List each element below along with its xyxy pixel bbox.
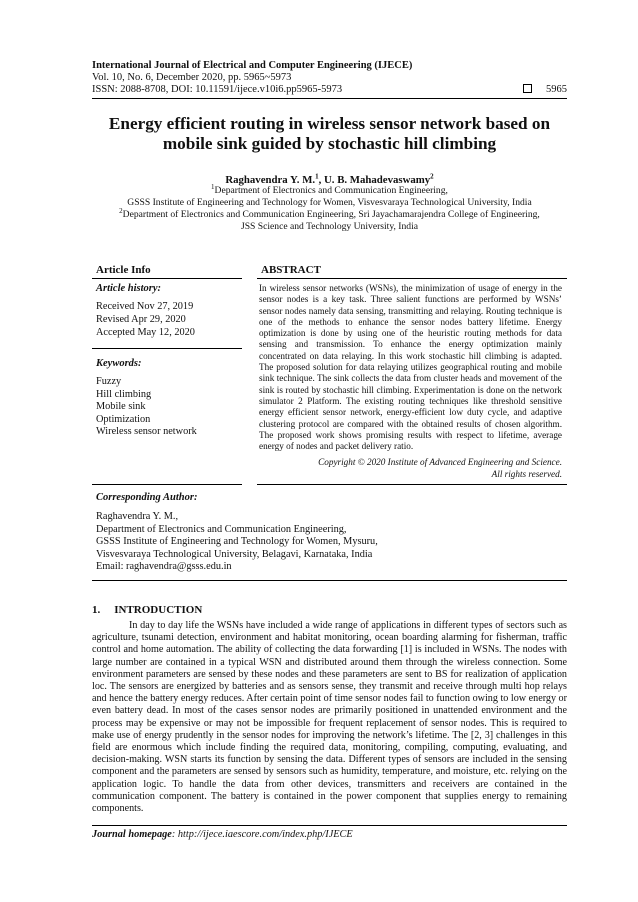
copyright-line-1: Copyright © 2020 Institute of Advanced Engineering and Science. bbox=[318, 457, 562, 467]
footer-rule bbox=[92, 825, 567, 826]
introduction-text: In day to day life the WSNs have included a wide range of applications in different types of sectors such as agriculture, tsunami detection, environment and habitat monitoring, ocean boarding alarming for fisherman, traffic control and home automation. The ability of collecting the data forwarding [1] is included in WSNs. The nodes with large number are contained in a typical WSN and distributed around them through the wireless connection. Some environment parameters are sensed by these nodes and these parameters are sent to BS for realization of application loc. The sensors are energized by batteries and as sensors sense, they transmit and receive through multi hop relays and hence the battery energy reduces. After certain point of time sensor nodes fail to function owing to low energy or even battery dead. In most of the cases sensor nodes are primarily positioned in unattended environment and the process may be expensive or may not be impossible for frequent replacement of sensor nodes. This is required to make use of energy prudently in the sensor nodes for improving the network’s lifetime. The [2, 3] challenges in this field are enormous which include finding the required data, monitoring, compiling, computing, evaluating, and decision-making. WSN starts its function by sensing the data. Different types of sensors are included in the sensing component and the parameters are sensed by sensors such as humidity, temperature, and moisture, etc. relying on the application logic. To handle the data from other devices, transmitters and receivers are contained in the communication component. The battery is contained in the power component that supplies energy to remaining components. bbox=[92, 620, 567, 815]
section-number: 1. bbox=[92, 604, 101, 616]
journal-homepage: Journal homepage: http://ijece.iaescore.com/index.php/IJECE bbox=[92, 829, 353, 840]
journal-issn: ISSN: 2088-8708, DOI: 10.11591/ijece.v10i6.pp5965-5973 bbox=[92, 84, 343, 95]
section-title: INTRODUCTION bbox=[114, 604, 203, 616]
keyword-list bbox=[96, 376, 197, 439]
header-rule bbox=[92, 98, 567, 99]
homepage-label: Journal homepage bbox=[92, 829, 172, 840]
copyright-line-2: All rights reserved. bbox=[491, 468, 562, 479]
page-number: 5965 bbox=[546, 84, 567, 95]
corresponding-details bbox=[96, 511, 378, 574]
keyword-item: Fuzzy bbox=[96, 376, 122, 387]
author-2: U. B. Mahadevaswamy bbox=[324, 174, 431, 186]
copyright bbox=[259, 457, 562, 480]
author-2-sup: 2 bbox=[430, 172, 434, 181]
aff2-text-1: Department of Electronics and Communication Engineering, Sri Jayachamarajendra College of Engineering, bbox=[122, 209, 540, 220]
page-number-block bbox=[523, 84, 567, 96]
checkbox-square-icon bbox=[523, 84, 532, 93]
history-rule bbox=[92, 348, 242, 349]
paper-title bbox=[92, 114, 567, 154]
article-info-heading: Article Info bbox=[96, 264, 151, 276]
corresponding-line: GSSS Institute of Engineering and Technology for Women, Mysuru, bbox=[96, 536, 378, 548]
author-1-sup: 1 bbox=[315, 172, 319, 181]
abstract-rule bbox=[257, 278, 567, 279]
keywords-heading: Keywords: bbox=[96, 358, 142, 369]
affiliation-1-line-2: GSSS Institute of Engineering and Technology for Women, Visvesvaraya Technological University, India bbox=[127, 197, 532, 208]
corresponding-rule bbox=[92, 580, 567, 581]
author-1: Raghavendra Y. M. bbox=[225, 174, 316, 186]
article-history-heading: Article history: bbox=[96, 283, 162, 294]
homepage-url[interactable]: http://ijece.iaescore.com/index.php/IJECE bbox=[177, 829, 353, 840]
corresponding-line: Department of Electronics and Communication Engineering, bbox=[96, 523, 347, 535]
journal-name: International Journal of Electrical and Computer Engineering (IJECE) bbox=[92, 60, 413, 71]
corresponding-line: Email: raghavendra@gsss.edu.in bbox=[96, 561, 232, 573]
aff1-text-1: Department of Electronics and Communication Engineering, bbox=[214, 185, 448, 196]
affiliation-2-line-2: JSS Science and Technology University, India bbox=[240, 221, 419, 232]
title-line-2: mobile sink guided by stochastic hill climbing bbox=[162, 134, 497, 153]
keyword-item: Mobile sink bbox=[96, 401, 146, 413]
author-separator: , bbox=[318, 174, 324, 186]
affiliation-2-line-1 bbox=[92, 206, 567, 221]
article-info-rule bbox=[92, 278, 242, 279]
journal-volume: Vol. 10, No. 6, December 2020, pp. 5965~5973 bbox=[92, 72, 292, 83]
abstract-bottom-rule bbox=[257, 484, 567, 485]
abstract-text: In wireless sensor networks (WSNs), the minimization of usage of energy in the sensor nodes is a key task. Three salient functions are performed by WSNs’ sensor nodes namely data sensing, transmitting and relaying. Routing technique is one of the methods to enhance the sensor nodes battery lifetime. Energy optimization is done by using one of the heuristic routing methods for data sensing and transmission. To enhance the energy optimization mainly concentrated on data relaying. In this work stochastic hill climbing is adapted. The proposed solution for data relaying utilizes geographical routing and mobile sink technique. The sink collects the data from cluster heads and movement of the sink is routed by stochastic hill climbing. Experimentation is done on the network simulator 2 Platform. The existing routing techniques like threshold sensitive energy efficient sensor network, energy-efficient low duty cycle, and adaptive clustering protocol are compared with the obtained results of chosen algorithm. The proposed work shows promising results with respect to lifetime, average energy of nodes and packet delivery ratio. bbox=[259, 283, 562, 452]
keyword-item: Hill climbing bbox=[96, 388, 152, 400]
affiliation-1-line-1 bbox=[92, 182, 567, 197]
corresponding-line: Visvesvaraya Technological University, Belagavi, Karnataka, India bbox=[96, 548, 373, 560]
received-date: Received Nov 27, 2019 bbox=[96, 301, 194, 312]
keyword-item: Optimization bbox=[96, 413, 151, 425]
section-heading bbox=[92, 604, 202, 616]
abstract-heading: ABSTRACT bbox=[261, 264, 321, 276]
aff2-sup: 2 bbox=[119, 206, 123, 215]
accepted-date: Accepted May 12, 2020 bbox=[96, 327, 195, 338]
keyword-item: Wireless sensor network bbox=[96, 426, 197, 438]
keywords-rule bbox=[92, 484, 242, 485]
aff1-sup: 1 bbox=[211, 182, 215, 191]
corresponding-heading: Corresponding Author: bbox=[96, 492, 198, 503]
revised-date: Revised Apr 29, 2020 bbox=[96, 314, 186, 325]
introduction-paragraph bbox=[92, 620, 567, 815]
title-line-1: Energy efficient routing in wireless sensor network based on bbox=[108, 114, 551, 133]
corresponding-line: Raghavendra Y. M., bbox=[96, 511, 179, 522]
